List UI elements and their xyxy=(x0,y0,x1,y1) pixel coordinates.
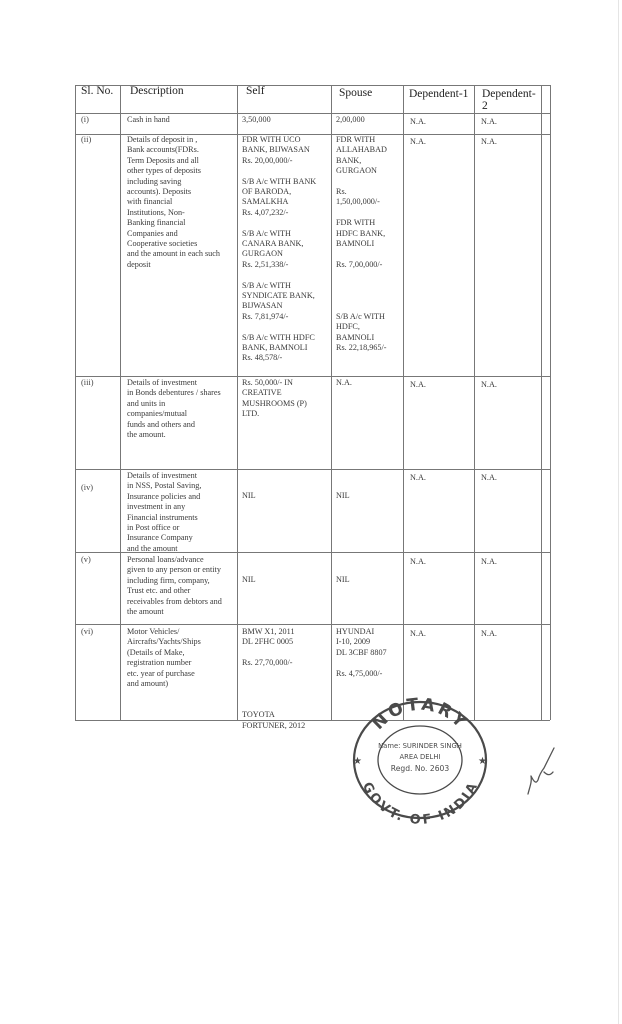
cell-description: Motor Vehicles/ Aircrafts/Yachts/Ships (Details of Make, registration number etc. year of purchase and amount) xyxy=(127,627,201,689)
cell-spouse: 2,00,000 xyxy=(336,115,365,124)
svg-text:★: ★ xyxy=(478,756,487,767)
table-rule-v xyxy=(541,85,542,720)
cell-self: 3,50,000 xyxy=(242,115,271,124)
cell-description: Personal loans/advance given to any person or entity including firm, company, Trust etc. and other receivables from debtors and the amount xyxy=(127,555,222,617)
cell-self: FDR WITH UCO BANK, BIJWASAN Rs. 20,00,000/- S/B A/c WITH BANK OF BARODA, SAMALKHA Rs. 4,07,232/- S/B A/c WITH CANARA BANK, GURGAON Rs. 2,51,338/- S/B A/c WITH SYNDICATE BANK, BIJWASAN Rs. 7,81,974/- S/B A/c WITH HDFC BANK, BAMNOLI Rs. 48,578/- xyxy=(242,135,317,363)
stamp-bottom-text: GOVT. OF INDIA xyxy=(358,779,482,825)
cell-dependent-2: N.A. xyxy=(481,473,497,482)
table-rule-v xyxy=(550,85,551,720)
cell-sl-no: (iv) xyxy=(81,483,94,492)
header-description: Description xyxy=(130,85,184,97)
signature xyxy=(522,742,562,802)
cell-dependent-2: N.A. xyxy=(481,557,497,566)
table-rule-v xyxy=(120,85,121,720)
scan-edge xyxy=(618,0,619,1024)
cell-spouse: NIL xyxy=(336,491,350,500)
header-dependent-1: Dependent-1 xyxy=(409,88,469,100)
cell-description: Details of investment in Bonds debentures / shares and units in companies/mutual funds and others and the amount. xyxy=(127,378,221,440)
cell-dependent-1: N.A. xyxy=(410,117,426,126)
cell-sl-no: (v) xyxy=(81,555,91,564)
cell-dependent-1: N.A. xyxy=(410,557,426,566)
cell-sl-no: (iii) xyxy=(81,378,94,387)
cell-dependent-2: N.A. xyxy=(481,629,497,638)
cell-sl-no: (vi) xyxy=(81,627,94,636)
cell-dependent-1: N.A. xyxy=(410,629,426,638)
header-dependent-2: Dependent-2 xyxy=(482,88,536,112)
table-rule-v xyxy=(474,85,475,720)
table-rule-h xyxy=(75,376,550,377)
cell-self: BMW X1, 2011 DL 2FHC 0005 Rs. 27,70,000/- TOYOTA FORTUNER, 2012 xyxy=(242,627,306,730)
cell-description: Cash in hand xyxy=(127,115,170,124)
header-sl-no: Sl. No. xyxy=(81,85,114,97)
svg-text:GOVT. OF INDIA xyxy=(359,780,481,825)
header-spouse: Spouse xyxy=(339,87,373,99)
cell-dependent-2: N.A. xyxy=(481,380,497,389)
cell-spouse: N.A. xyxy=(336,378,352,387)
cell-description: Details of investment in NSS, Postal Saving, Insurance policies and investment in any Financial instruments in Post office or Insurance Company and the amount xyxy=(127,471,202,553)
stamp-regd-line: Regd. No. 2603 xyxy=(390,764,450,773)
stamp-name-line: Name: SURINDER SINGH xyxy=(378,742,462,750)
cell-dependent-1: N.A. xyxy=(410,137,426,146)
svg-text:★: ★ xyxy=(353,756,362,767)
cell-spouse: NIL xyxy=(336,575,350,584)
cell-self: Rs. 50,000/- IN CREATIVE MUSHROOMS (P) LTD. xyxy=(242,378,307,419)
cell-sl-no: (ii) xyxy=(81,135,92,144)
header-self: Self xyxy=(246,85,265,97)
table-rule-h xyxy=(75,469,550,470)
cell-description: Details of deposit in , Bank accounts(FDRs. Term Deposits and all other types of deposits including saving accounts). Deposits with financial Institutions, Non- Banking financial Companies and Cooperative societies and the amount in each such deposit xyxy=(127,135,220,269)
cell-dependent-2: N.A. xyxy=(481,137,497,146)
table-rule-h xyxy=(75,624,550,625)
cell-dependent-2: N.A. xyxy=(481,117,497,126)
stamp-area-line: AREA DELHI xyxy=(399,753,441,761)
cell-spouse: FDR WITH ALLAHABAD BANK, GURGAON Rs. 1,50,00,000/- FDR WITH HDFC BANK, BAMNOLI Rs. 7,00,000/- S/B A/c WITH HDFC, BAMNOLI Rs. 22,18,965/- xyxy=(336,135,387,353)
notary-stamp xyxy=(345,690,495,825)
cell-sl-no: (i) xyxy=(81,115,89,124)
cell-self: NIL xyxy=(242,491,256,500)
table-rule-v xyxy=(75,85,76,720)
cell-spouse: HYUNDAI I-10, 2009 DL 3CBF 8807 Rs. 4,75,000/- xyxy=(336,627,387,678)
cell-self: NIL xyxy=(242,575,256,584)
table-rule-h xyxy=(75,113,550,114)
svg-text:NOTARY xyxy=(368,695,471,734)
cell-dependent-1: N.A. xyxy=(410,380,426,389)
cell-dependent-1: N.A. xyxy=(410,473,426,482)
stamp-top-text: NOTARY xyxy=(368,694,472,734)
